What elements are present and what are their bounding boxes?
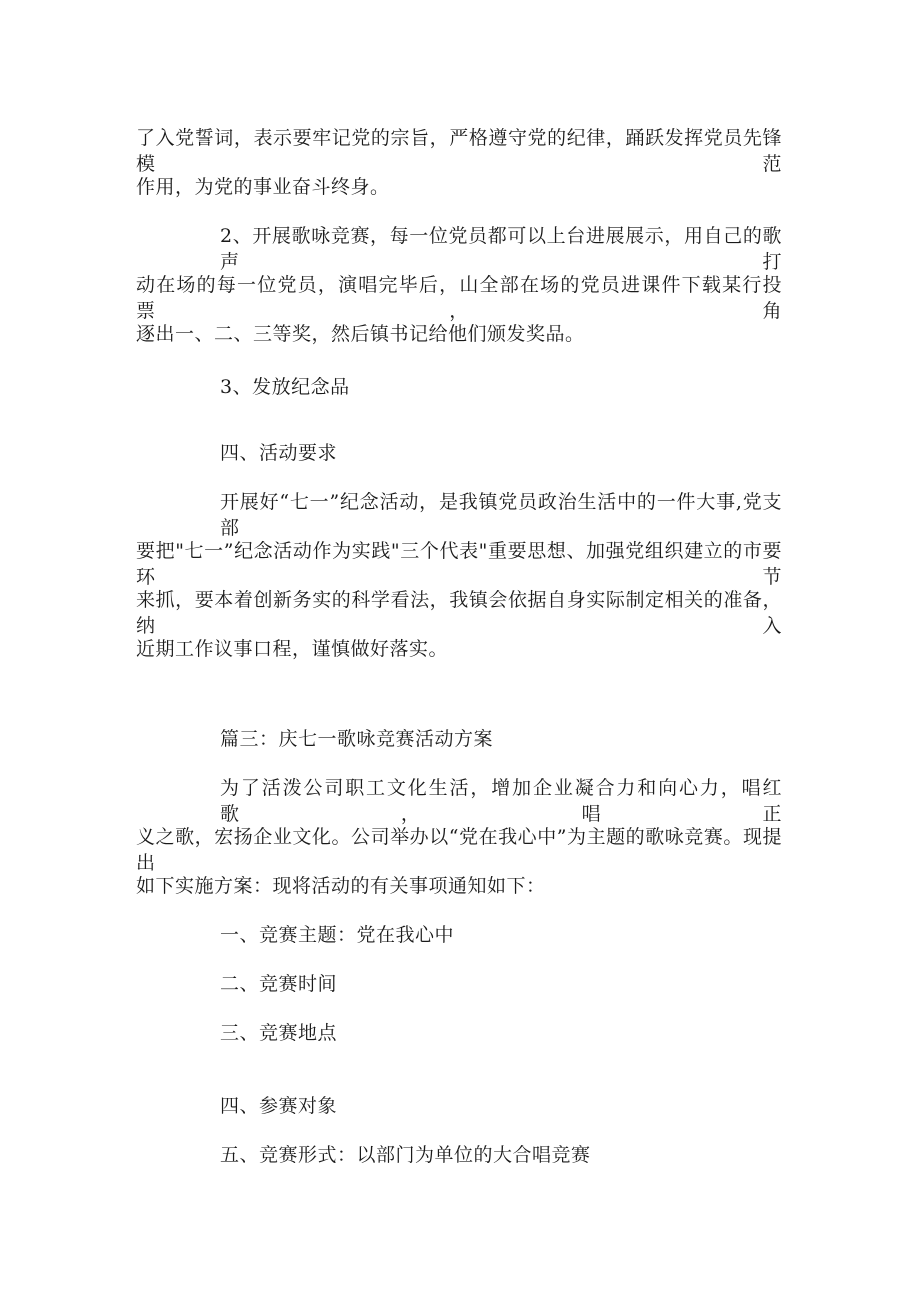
paragraph-7-line-3: 如下实施方案：现将活动的有关事项通知如下： (136, 875, 546, 897)
paragraph-5-line-4: 近期工作议事口程，谨慎做好落实。 (136, 638, 449, 660)
paragraph-5-line-1: 开展好“七一”纪念活动，是我镇党员政治生活中的一件大事,党支部 (220, 491, 782, 539)
paragraph-2-line-3: 逐出一、二、三等奖，然后镇书记给他们颁发奖品。 (136, 323, 585, 345)
article-title-3: 篇三：庆七一歌咏竞赛活动方案 (220, 728, 494, 750)
paragraph-2-line-2: 动在场的每一位党员，演唱完毕后，山全部在场的党员进课件下载某行投票，角 (136, 274, 782, 322)
paragraph-5-line-3: 来抓，要本着创新务实的科学看法，我镇会依据自身实际制定相关的准备，纳入 (136, 589, 782, 637)
list-item-4: 四、参赛对象 (220, 1095, 338, 1117)
paragraph-1-line-2: 作用，为党的事业奋斗终身。 (136, 176, 390, 198)
paragraph-3: 3、发放纪念品 (220, 376, 350, 398)
list-item-5: 五、竞赛形式：以部门为单位的大合唱竞赛 (220, 1144, 591, 1166)
section-heading-4: 四、活动要求 (220, 442, 338, 464)
list-item-2: 二、竞赛时间 (220, 973, 338, 995)
paragraph-5-line-2: 要把"七一”纪念活动作为实践"三个代表"重要思想、加强党组织建立的市要环节 (136, 540, 782, 588)
list-item-3: 三、竞赛地点 (220, 1022, 338, 1044)
paragraph-2-line-1: 2、开展歌咏竞赛，每一位党员都可以上台进展展示，用自己的歌声打 (220, 225, 782, 273)
paragraph-7-line-2: 义之歌，宏扬企业文化。公司举办以“党在我心中”为主题的歌咏竞赛。现提出 (136, 826, 782, 874)
paragraph-1-line-1: 了入党誓词，表示要牢记党的宗旨，严格遵守党的纪律，踊跃发挥党员先锋模范 (136, 127, 782, 175)
paragraph-7-line-1: 为了活泼公司职工文化生活，增加企业凝合力和向心力，唱红歌，唱正 (220, 777, 782, 825)
list-item-1: 一、竞赛主题：党在我心中 (220, 924, 455, 946)
